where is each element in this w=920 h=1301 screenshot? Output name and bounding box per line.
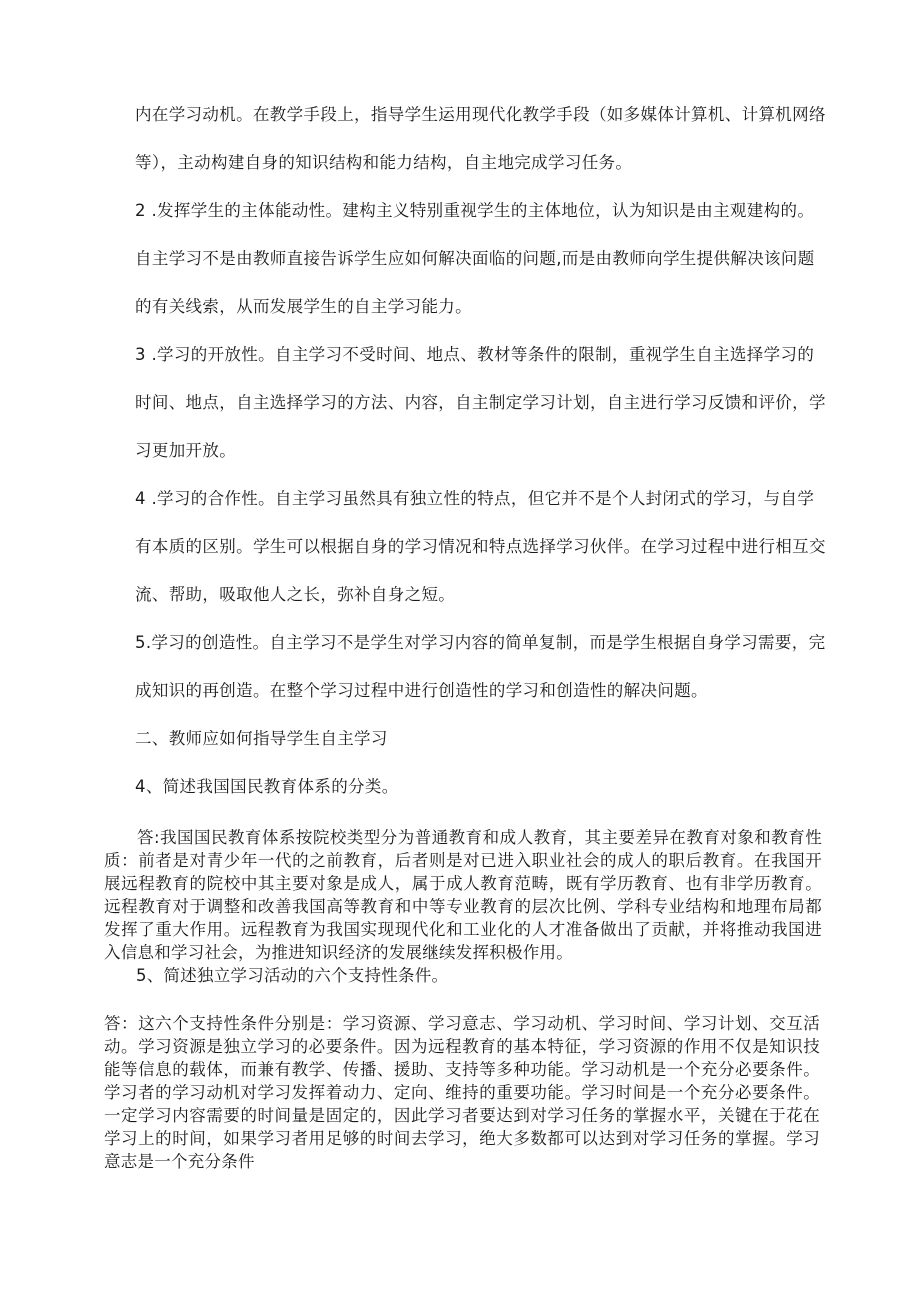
text-line: 成知识的再创造。在整个学习过程中进行创造性的学习和创造性的解决问题。 [135,681,708,700]
text-line: 3 .学习的开放性。自主学习不受时间、地点、教材等条件的限制，重视学生自主选择学习的 [135,345,815,364]
text-line: 自主学习不是由教师直接告诉学生应如何解决面临的问题,而是由教师向学生提供解决该问题 [135,249,815,268]
section-heading: 二、教师应如何指导学生自主学习 [135,729,388,748]
text-line: 习更加开放。 [135,441,237,460]
text-line: 4 .学习的合作性。自主学习虽然具有独立性的特点，但它并不是个人封闭式的学习，与自学 [135,489,815,508]
text-line: 时间、地点，自主选择学习的方法、内容，自主制定学习计划，自主进行学习反馈和评价，学 [135,393,826,412]
text-line: 有本质的区别。学生可以根据自身的学习情况和特点选择学习伙伴。在学习过程中进行相互交 [135,537,826,556]
answer-paragraph: 答：这六个支持性条件分别是：学习资源、学习意志、学习动机、学习时间、学习计划、交互活动。学习资源是独立学习的必要条件。因为远程教育的基本特征，学习资源的作用不仅是知识技能等信息的载体，而兼有教学、传播、援助、支持等多种功能。学习动机是一个充分必要条件。学习者的学习动机对学习发挥着动力、定向、维持的重要功能。学习时间是一个充分必要条件。一定学习内容需要的时间量是固定的，因此学习者要达到对学习任务的掌握水平，关键在于花在学习上的时间，如果学习者用足够的时间去学习，绝大多数都可以达到对学习任务的掌握。学习意志是一个充分条件 [104,1014,820,1171]
text-line: 等），主动构建自身的知识结构和能力结构，自主地完成学习任务。 [135,153,633,172]
text-line: 2 .发挥学生的主体能动性。建构主义特别重视学生的主体地位，认为知识是由主观建构的。 [135,201,815,220]
question-heading: 5、简述独立学习活动的六个支持性条件。 [136,966,449,985]
text-line: 流、帮助，吸取他人之长，弥补自身之短。 [135,585,456,604]
text-line: 的有关线索，从而发展学生的自主学习能力。 [135,297,472,316]
text-line: 5.学习的创造性。自主学习不是学生对学习内容的简单复制，而是学生根据自身学习需要，完 [135,633,826,652]
text-line: 内在学习动机。在教学手段上，指导学生运用现代化教学手段（如多媒体计算机、计算机网络 [135,105,826,124]
answer-paragraph: 答:我国国民教育体系按院校类型分为普通教育和成人教育，其主要差异在教育对象和教育性质：前者是对青少年一代的之前教育，后者则是对已进入职业社会的成人的职后教育。在我国开展远程教育的院校中其主要对象是成人，属于成人教育范畴，既有学历教育、也有非学历教育。远程教育对于调整和改善我国高等教育和中等专业教育的层次比例、学科专业结构和地理布局都发挥了重大作用。远程教育为我国实现现代化和工业化的人才准备做出了贡献，并将推动我国进入信息和学习社会，为推进知识经济的发展继续发挥积极作用。 [104,828,822,962]
question-heading: 4、简述我国国民教育体系的分类。 [135,777,399,796]
